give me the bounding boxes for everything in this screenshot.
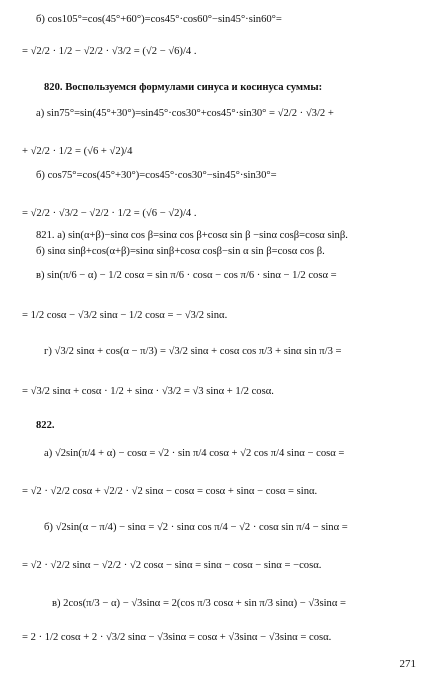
- problem-header: 821. а) sin(α+β)−sinα cos β=sinα cos β+cosα sin β −sinα cosβ=cosα sinβ.: [36, 230, 348, 241]
- text-line: = √2/2 · √3/2 − √2/2 · 1/2 = (√6 − √2)/4 .: [22, 208, 197, 219]
- text-line: б) cos105°=cos(45°+60°)=cos45°·cos60°−sin45°·sin60°=: [36, 14, 282, 25]
- text-line: в) 2cos(π/3 − α) − √3sinα = 2(cos π/3 cosα + sin π/3 sinα) − √3sinα =: [52, 598, 347, 609]
- text-line: = 2 · 1/2 cosα + 2 · √3/2 sinα − √3sinα = cosα + √3sinα − √3sinα = cosα.: [22, 632, 332, 643]
- problem-header: 820. Воспользуемся формулами синуса и косинуса суммы:: [44, 82, 323, 93]
- text-line: + √2/2 · 1/2 = (√6 + √2)/4: [22, 146, 133, 157]
- text-line: в) sin(π/6 − α) − 1/2 cosα = sin π/6 · cosα − cos π/6 · sinα − 1/2 cosα =: [36, 270, 337, 281]
- text-line: = √3/2 sinα + cosα · 1/2 + sinα · √3/2 = √3 sinα + 1/2 cosα.: [22, 386, 274, 397]
- page-number: 271: [399, 658, 416, 670]
- text-line: б) cos75°=cos(45°+30°)=cos45°·cos30°−sin45°·sin30°=: [36, 170, 277, 181]
- text-line: а) sin75°=sin(45°+30°)=sin45°·cos30°+cos45°·sin30° = √2/2 · √3/2 +: [36, 108, 334, 119]
- text-line: = √2/2 · 1/2 − √2/2 · √3/2 = (√2 − √6)/4 .: [22, 46, 197, 57]
- text-line: а) √2sin(π/4 + α) − cosα = √2 · sin π/4 cosα + √2 cos π/4 sinα − cosα =: [44, 448, 345, 459]
- text-line: = √2 · √2/2 sinα − √2/2 · √2 cosα − sinα = sinα − cosα − sinα = −cosα.: [22, 560, 322, 571]
- text-line: = 1/2 cosα − √3/2 sinα − 1/2 cosα = − √3/2 sinα.: [22, 310, 228, 321]
- text-line: б) √2sin(α − π/4) − sinα = √2 · sinα cos π/4 − √2 · cosα sin π/4 − sinα =: [44, 522, 348, 533]
- problem-header: 822.: [36, 420, 55, 431]
- text-line: = √2 · √2/2 cosα + √2/2 · √2 sinα − cosα = cosα + sinα − cosα = sinα.: [22, 486, 318, 497]
- text-line: г) √3/2 sinα + cos(α − π/3) = √3/2 sinα + cosα cos π/3 + sinα sin π/3 =: [44, 346, 342, 357]
- text-line: б) sinα sinβ+cos(α+β)=sinα sinβ+cosα cosβ−sin α sin β=cosα cos β.: [36, 246, 325, 257]
